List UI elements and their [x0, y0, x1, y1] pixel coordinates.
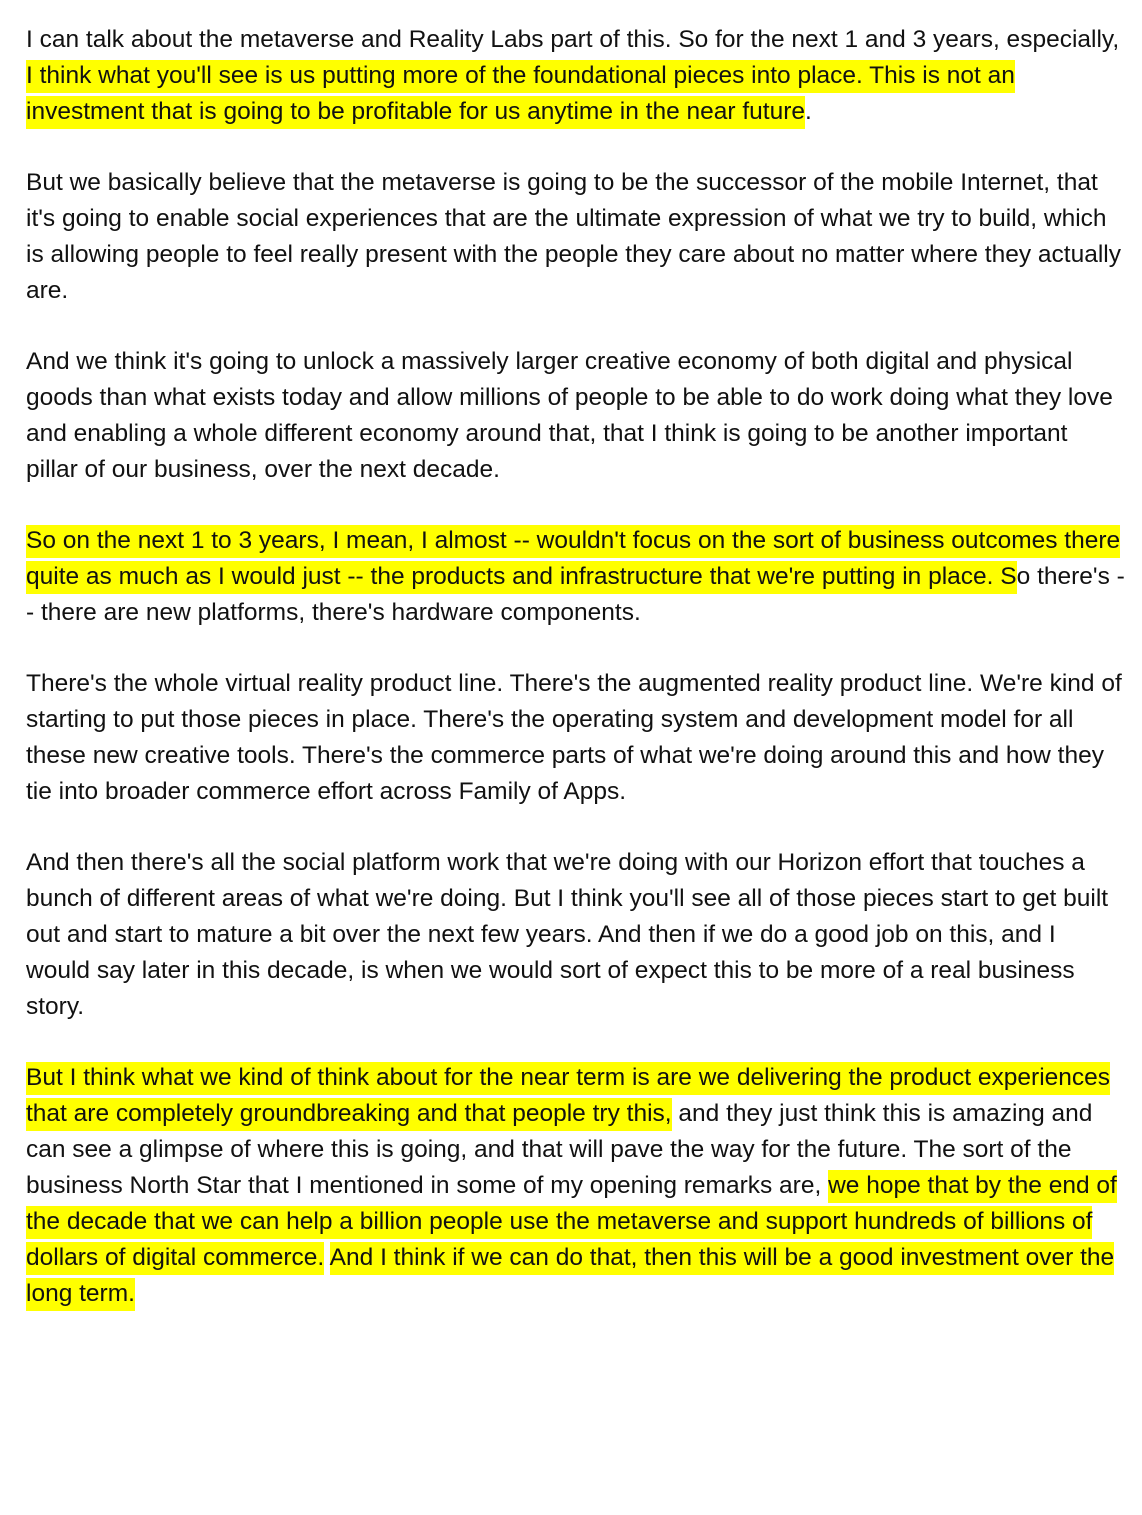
paragraph-1 [26, 22, 1126, 130]
paragraph-4 [26, 523, 1126, 631]
highlighted-segment: So on the next 1 to 3 years, I mean, I almost -- wouldn't focus on the sort of business outcomes there quite as much as I would just -- the products and infrastructure that we're putting in place. S [26, 525, 1120, 594]
text-segment: But we basically believe that the metaverse is going to be the successor of the mobile Internet, that it's going to enable social experiences that are the ultimate expression of what we try to build, which is allowing people to feel really present with the people they care about no matter where they actually are. [26, 169, 1121, 304]
paragraph-6 [26, 845, 1126, 1025]
paragraph-2 [26, 165, 1126, 309]
document-body [26, 22, 1126, 1347]
highlighted-segment: we hope that by the end of the decade that we can help a billion people use the metaverse and support hundreds of billions of dollars of digital commerce. [26, 1170, 1117, 1275]
text-segment: And we think it's going to unlock a massively larger creative economy of both digital and physical goods than what exists today and allow millions of people to be able to do work doing what they love and enabling a whole different economy around that, that I think is going to be another important pillar of our business, over the next decade. [26, 348, 1113, 483]
paragraph-7 [26, 1060, 1126, 1312]
text-segment: . [805, 98, 812, 125]
highlighted-segment: I think what you'll see is us putting more of the foundational pieces into place. This is not an investment that is going to be profitable for us anytime in the near future [26, 60, 1015, 129]
text-segment: and they just think this is amazing and can see a glimpse of where this is going, and that will pave the way for the future. The sort of the business North Star that I mentioned in some of my opening remarks are, [26, 1100, 1093, 1199]
text-segment: There's the whole virtual reality product line. There's the augmented reality product line. We're kind of starting to put those pieces in place. There's the operating system and development model for all these new creative tools. There's the commerce parts of what we're doing around this and how they tie into broader commerce effort across Family of Apps. [26, 670, 1122, 805]
text-segment: And then there's all the social platform work that we're doing with our Horizon effort that touches a bunch of different areas of what we're doing. But I think you'll see all of those pieces start to get built out and start to mature a bit over the next few years. And then if we do a good job on this, and I would say later in this decade, is when we would sort of expect this to be more of a real business story. [26, 849, 1109, 1020]
text-segment: o there's -- there are new platforms, there's hardware components. [26, 563, 1125, 626]
highlighted-segment: But I think what we kind of think about for the near term is are we delivering the product experiences that are completely groundbreaking and that people try this, [26, 1062, 1110, 1131]
highlighted-segment: And I think if we can do that, then this will be a good investment over the long term. [26, 1242, 1114, 1311]
paragraph-3 [26, 344, 1126, 488]
text-segment [324, 1244, 329, 1271]
paragraph-5 [26, 666, 1126, 810]
text-segment: I can talk about the metaverse and Reality Labs part of this. So for the next 1 and 3 years, especially, [26, 26, 1120, 53]
